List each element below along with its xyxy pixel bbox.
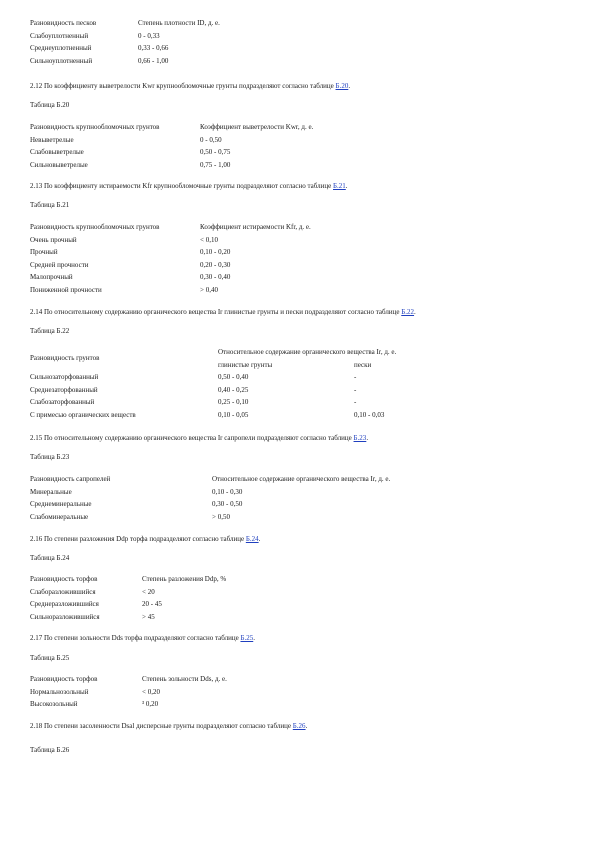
paragraph-2-16 — [30, 535, 260, 543]
table-b23 — [30, 473, 390, 523]
paragraph-2-12 — [30, 82, 350, 90]
table-cell: Сильноуплотненный — [30, 56, 93, 65]
table-row — [30, 30, 220, 43]
table-row — [30, 396, 396, 409]
table-cell: 0,10 - 0,05 — [218, 410, 249, 419]
table-caption-b23: Таблица Б.23 — [30, 453, 70, 461]
paragraph-text: 2.12 По коэффициенту выветрелости Kwr крупнообломочные грунты подразделяют согласно таблице — [30, 82, 336, 90]
table-row — [30, 134, 313, 147]
table-header-row — [30, 17, 220, 30]
table-header-cell: Разновидность песков — [30, 19, 97, 27]
table-link-b23[interactable]: Б.23 — [353, 434, 367, 442]
table-cell: Сильнозаторфованный — [30, 373, 99, 381]
table-row — [30, 259, 311, 272]
table-caption-b20: Таблица Б.20 — [30, 101, 70, 109]
table-header-cell: Степень плотности ID, д. е. — [138, 19, 220, 27]
table-cell: Среднеуплотненный — [30, 44, 92, 52]
table-header-cell: Разновидность крупнообломочных грунтов — [30, 123, 160, 131]
table-header-cell: Разновидность торфов — [30, 675, 98, 683]
table-row — [30, 409, 396, 422]
table-sand-density — [30, 17, 220, 67]
paragraph-text: 2.14 По относительному содержанию органического вещества Ir глинистые грунты и пески подразделяют согласно таблице — [30, 308, 402, 316]
table-cell: > 0,50 — [212, 512, 230, 521]
table-caption-b25: Таблица Б.25 — [30, 654, 70, 662]
table-header-row — [30, 121, 313, 134]
table-cell: - — [354, 385, 357, 394]
table-link-b21[interactable]: Б.21 — [333, 182, 346, 190]
table-cell: Сильноразложившийся — [30, 612, 100, 621]
table-header-cell: Разновидность грунтов — [30, 354, 100, 363]
table-cell: Слабовыветрелые — [30, 148, 84, 156]
table-cell: Среднеразложившийся — [30, 600, 99, 608]
paragraph-text: 2.17 По степени зольности Dds торфа подразделяют согласно таблице — [30, 634, 241, 642]
table-cell: > 0,40 — [200, 285, 218, 294]
paragraph-text: 2.15 По относительному содержанию органического вещества Ir сапропели подразделяют согласно таблице — [30, 434, 354, 442]
paragraph-end: . — [253, 634, 255, 642]
table-link-b24[interactable]: Б.24 — [245, 535, 259, 543]
table-cell: Малопрочный — [30, 273, 73, 281]
table-row — [30, 159, 313, 172]
paragraph-end: . — [345, 182, 348, 190]
table-cell: 0,10 - 0,30 — [212, 487, 243, 496]
table-cell: 0,50 - 0,75 — [200, 148, 231, 156]
table-cell: Пониженной прочности — [30, 285, 102, 294]
table-header-row — [30, 221, 311, 234]
table-cell: Среднезаторфованный — [30, 385, 98, 394]
table-header-cell: Коэффициент истираемости Kfr, д. е. — [200, 223, 311, 231]
paragraph-2-13 — [30, 182, 348, 190]
table-cell: 0 - 0,50 — [200, 135, 222, 144]
table-header-row — [30, 573, 226, 586]
table-cell: < 0,10 — [200, 235, 218, 244]
table-cell: 0,30 - 0,40 — [200, 273, 231, 281]
table-header-cell: Степень зольности Dds, д. е. — [142, 675, 227, 683]
table-cell: > 45 — [142, 612, 155, 621]
paragraph-end: . — [414, 308, 416, 316]
table-row — [30, 271, 311, 284]
table-cell: С примесью органических веществ — [30, 410, 136, 419]
table-cell: 0,50 - 0,40 — [218, 373, 249, 381]
table-header-cell: Коэффициент выветрелости Kwr, д. е. — [200, 123, 314, 131]
table-cell: Невыветрелые — [30, 135, 74, 144]
table-cell: Нормальнозольный — [30, 687, 89, 696]
table-caption-b24: Таблица Б.24 — [30, 554, 70, 562]
table-link-b22[interactable]: Б.22 — [401, 308, 415, 316]
table-header-cell: Разновидность крупнообломочных грунтов — [30, 223, 160, 231]
paragraph-end: . — [348, 82, 351, 90]
table-link-b26[interactable]: Б.26 — [292, 722, 306, 730]
table-b25 — [30, 673, 227, 711]
table-cell: Высокозольный — [30, 700, 78, 708]
table-cell: ³ 0,20 — [142, 700, 159, 708]
table-row — [30, 686, 227, 699]
table-cell: Прочный — [30, 248, 58, 256]
table-header-cell: Относительное содержание органического вещества Ir, д. е. — [212, 475, 391, 483]
table-cell: Слабоминеральные — [30, 512, 89, 521]
paragraph-2-17 — [30, 634, 255, 642]
table-row — [30, 586, 226, 599]
table-row — [30, 611, 226, 624]
table-row — [30, 698, 227, 711]
table-link-b25[interactable]: Б.25 — [240, 634, 254, 642]
paragraph-end: . — [258, 535, 261, 543]
table-row — [30, 284, 311, 297]
table-cell: - — [354, 398, 357, 406]
paragraph-2-18 — [30, 722, 307, 730]
table-cell: 0,25 - 0,10 — [218, 398, 249, 406]
table-header-cell: Разновидность сапропелей — [30, 475, 111, 483]
table-row — [30, 486, 390, 499]
table-cell: 0,10 - 0,03 — [354, 410, 385, 419]
table-row — [30, 511, 390, 524]
table-cell: 0,30 - 0,50 — [212, 500, 243, 508]
table-header-cell: Разновидность торфов — [30, 575, 98, 583]
table-cell: 0,10 - 0,20 — [200, 248, 231, 256]
table-cell: Сильновыветрелые — [30, 160, 88, 169]
table-caption-b21: Таблица Б.21 — [30, 201, 70, 209]
table-caption-b26: Таблица Б.26 — [30, 746, 70, 754]
table-header-row — [30, 346, 396, 359]
table-cell: Слабоуплотненный — [30, 31, 89, 40]
table-cell: 0,20 - 0,30 — [200, 260, 231, 269]
table-cell: 0,75 - 1,00 — [200, 160, 231, 169]
table-header-row — [30, 673, 227, 686]
table-b22 — [30, 346, 396, 421]
table-cell: 20 - 45 — [142, 600, 162, 608]
table-cell: 0,40 - 0,25 — [218, 385, 249, 394]
table-cell: Средней прочности — [30, 260, 89, 269]
paragraph-2-14 — [30, 308, 416, 316]
table-header-cell: пески — [354, 360, 372, 369]
table-b21 — [30, 221, 311, 296]
table-row — [30, 598, 226, 611]
table-cell: 0 - 0,33 — [138, 31, 160, 40]
table-cell: Слабозаторфованный — [30, 398, 95, 406]
paragraph-text: 2.16 По степени разложения Ddp торфа подразделяют согласно таблице — [30, 535, 246, 543]
table-b20 — [30, 121, 313, 171]
table-cell: < 20 — [142, 587, 155, 596]
table-row — [30, 42, 220, 55]
table-cell: < 0,20 — [142, 687, 160, 696]
table-b24 — [30, 573, 226, 623]
table-caption-b22: Таблица Б.22 — [30, 327, 70, 335]
table-cell: Очень прочный — [30, 235, 77, 244]
table-row — [30, 146, 313, 159]
table-row — [30, 234, 311, 247]
table-header-cell: глинистые грунты — [218, 360, 273, 369]
table-cell: Слаборазложившийся — [30, 587, 96, 596]
table-header-cell: Относительное содержание органического вещества Ir, д. е. — [218, 348, 397, 356]
table-row — [30, 371, 396, 384]
table-row — [30, 55, 220, 68]
table-header-cell: Степень разложения Ddp, % — [142, 575, 227, 583]
paragraph-end: . — [366, 434, 369, 442]
table-row — [30, 384, 396, 397]
table-header-row — [30, 473, 390, 486]
paragraph-text: 2.18 По степени засоленности Dsal дисперсные грунты подразделяют согласно таблице — [30, 722, 293, 730]
table-cell: Минеральные — [30, 487, 72, 496]
paragraph-2-15 — [30, 434, 368, 442]
table-cell: - — [354, 373, 357, 381]
table-row — [30, 498, 390, 511]
paragraph-text: 2.13 По коэффициенту истираемости Kfr крупнообломочные грунты подразделяют согласно таблице — [30, 182, 333, 190]
table-cell: 0,33 - 0,66 — [138, 44, 169, 52]
paragraph-end: . — [305, 722, 308, 730]
table-link-b20[interactable]: Б.20 — [335, 82, 349, 90]
table-cell: Среднеминеральные — [30, 500, 92, 508]
table-cell: 0,66 - 1,00 — [138, 56, 169, 65]
table-row — [30, 246, 311, 259]
